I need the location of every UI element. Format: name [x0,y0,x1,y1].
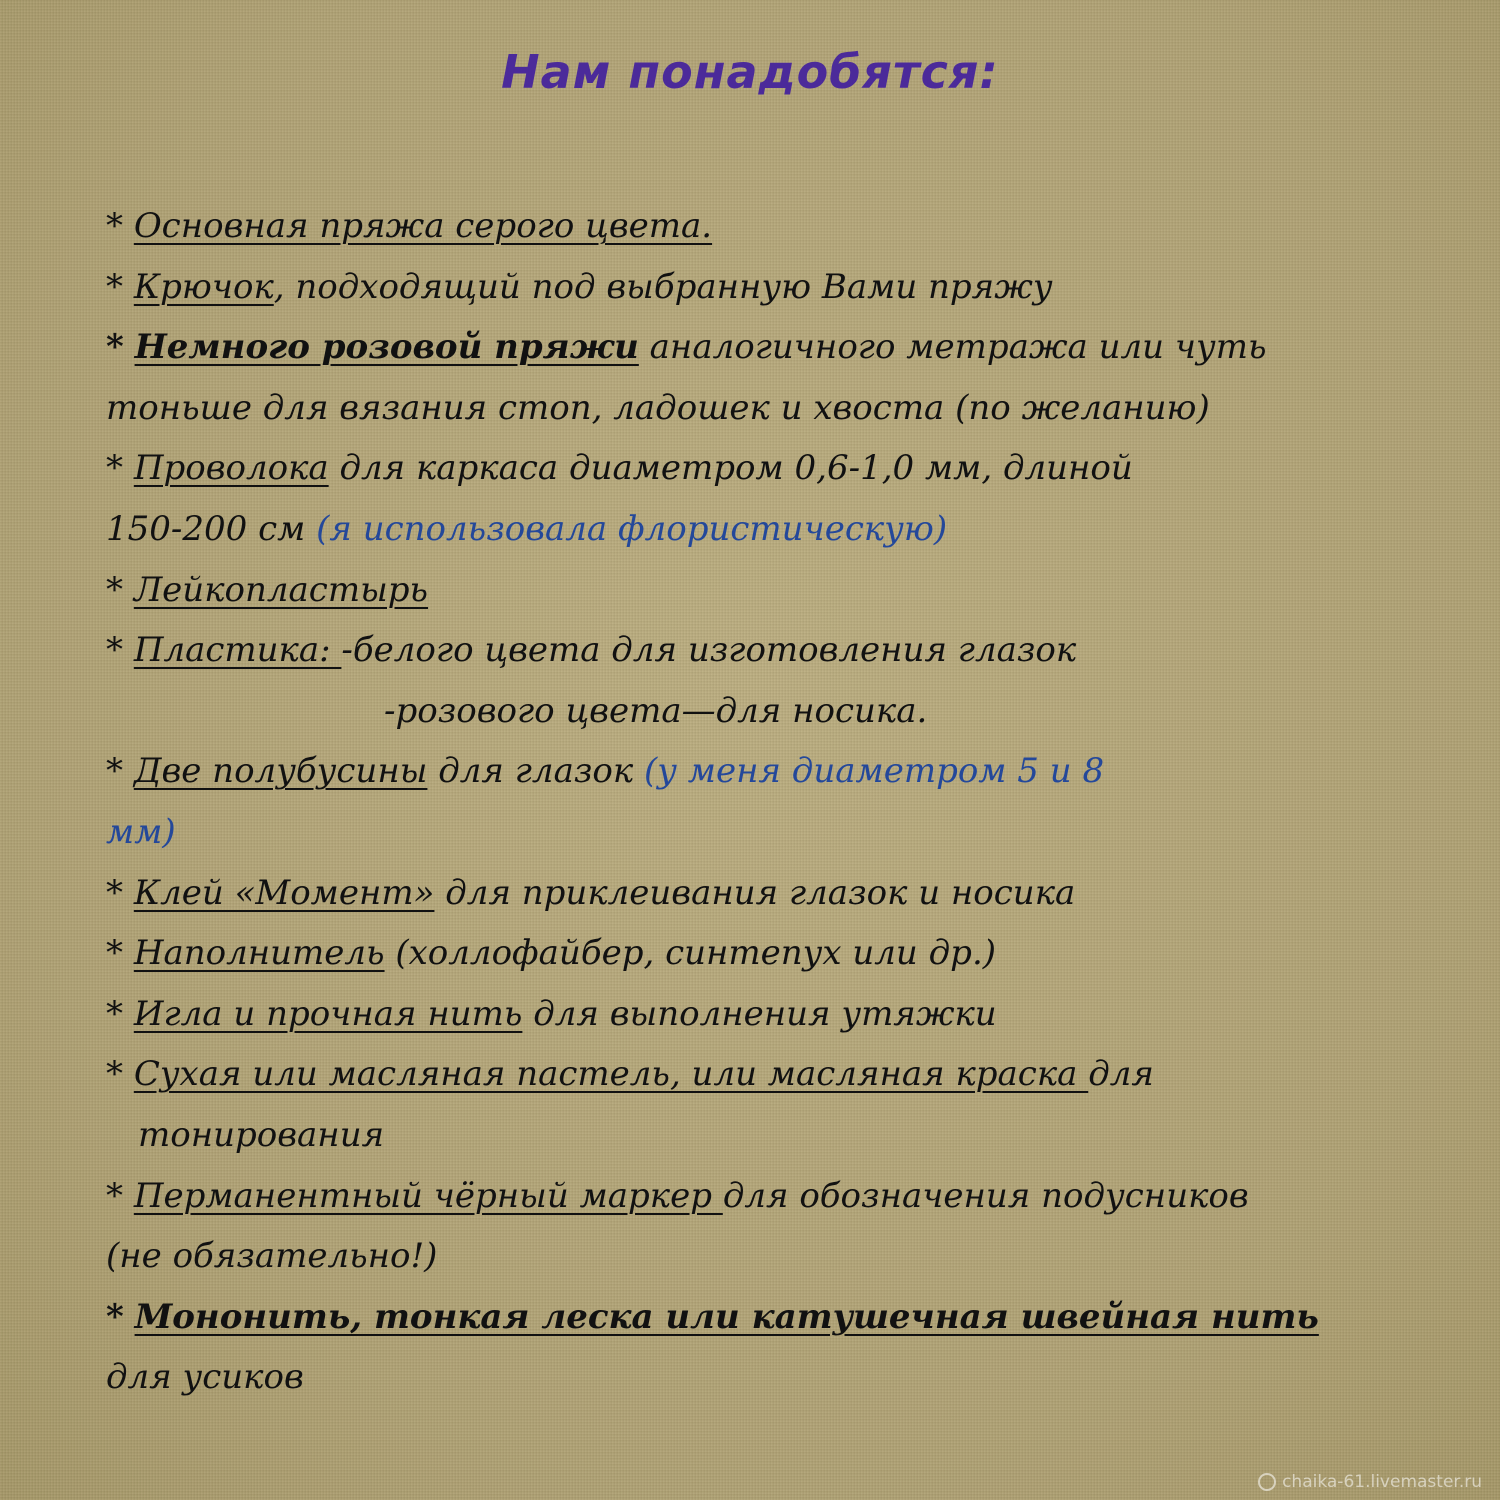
item-description-cont: (не обязательно!) [106,1236,438,1277]
bullet: * [106,1296,124,1337]
item-note-cont: мм) [106,811,176,852]
bullet: * [106,993,123,1034]
item-description: для выполнения утяжки [522,993,997,1034]
item-name: Мононить, тонкая леска или катушечная швейная нить [134,1296,1319,1337]
list-item-plastic-cont [106,681,1406,742]
list-item-half-beads [106,741,1406,802]
list-item-pastel-cont [106,1105,1406,1166]
item-description: аналогичного метража или чуть [638,327,1267,368]
item-name: Клей «Момент» [133,872,435,913]
item-name: Игла и прочная нить [133,993,523,1034]
item-name: Две полубусины [133,751,428,792]
item-description: -белого цвета для изготовления глазок [341,630,1077,671]
list-item-half-beads-cont [106,802,1406,863]
item-note: (у меня диаметром 5 и 8 [643,751,1105,792]
bullet: * [106,630,123,671]
bullet: * [106,1054,123,1095]
list-item-needle [106,984,1406,1045]
logo-icon [1258,1473,1276,1491]
item-description: для обозначения подусников [722,1175,1249,1216]
item-name: Перманентный чёрный маркер [133,1175,723,1216]
list-item-monofilament [106,1287,1406,1348]
bullet: * [106,448,123,489]
list-item-pink-yarn-cont [106,378,1406,439]
item-description-cont: тоньше для вязания стоп, ладошек и хвоста (по желанию) [106,387,1210,428]
item-name: Проволока [133,448,329,489]
watermark [1258,1472,1482,1492]
item-description: , подходящий под выбранную Вами пряжу [273,266,1053,307]
list-item-plaster [106,560,1406,621]
bullet: * [106,266,123,307]
list-item-pastel [106,1044,1406,1105]
item-name: Крючок [133,266,274,307]
bullet: * [106,327,124,368]
list-item-wire [106,438,1406,499]
list-item-marker [106,1166,1406,1227]
list-item-marker-cont [106,1226,1406,1287]
item-description: для каркаса диаметром 0,6-1,0 мм, длиной [328,448,1133,489]
bullet: * [106,569,123,610]
list-item-plastic [106,620,1406,681]
item-description: для [1088,1054,1154,1095]
item-description-cont: для усиков [106,1357,304,1398]
bullet: * [106,1175,123,1216]
item-description-cont: тонирования [138,1114,385,1155]
page-title: Нам понадобятся: [501,45,999,99]
item-description: (холлофайбер, синтепух или др.) [384,933,997,974]
materials-list [106,196,1406,1408]
item-name: Пластика: [133,630,342,671]
list-item-monofilament-cont [106,1347,1406,1408]
watermark-text: chaika-61.livemaster.ru [1282,1472,1482,1492]
item-description-cont: -розового цвета—для носика. [384,690,928,731]
item-name: Наполнитель [133,933,385,974]
item-name: Основная пряжа серого цвета. [133,206,713,246]
item-description-cont: 150-200 см [106,508,317,549]
list-item-wire-cont [106,499,1406,560]
bullet: * [106,933,123,974]
item-note: (я использовала флористическую) [316,508,948,549]
bullet: * [106,206,123,246]
list-item-hook [106,257,1406,318]
item-name: Сухая или масляная пастель, или масляная краска [133,1054,1089,1095]
list-item-filler [106,923,1406,984]
item-description: для глазок [427,751,644,792]
list-item-pink-yarn [106,317,1406,378]
list-item-glue [106,863,1406,924]
item-name: Немного розовой пряжи [134,327,639,368]
list-item-main-yarn [106,196,1406,257]
item-name: Лейкопластырь [133,569,429,610]
bullet: * [106,872,123,913]
item-description: для приклеивания глазок и носика [434,872,1076,913]
bullet: * [106,751,123,792]
